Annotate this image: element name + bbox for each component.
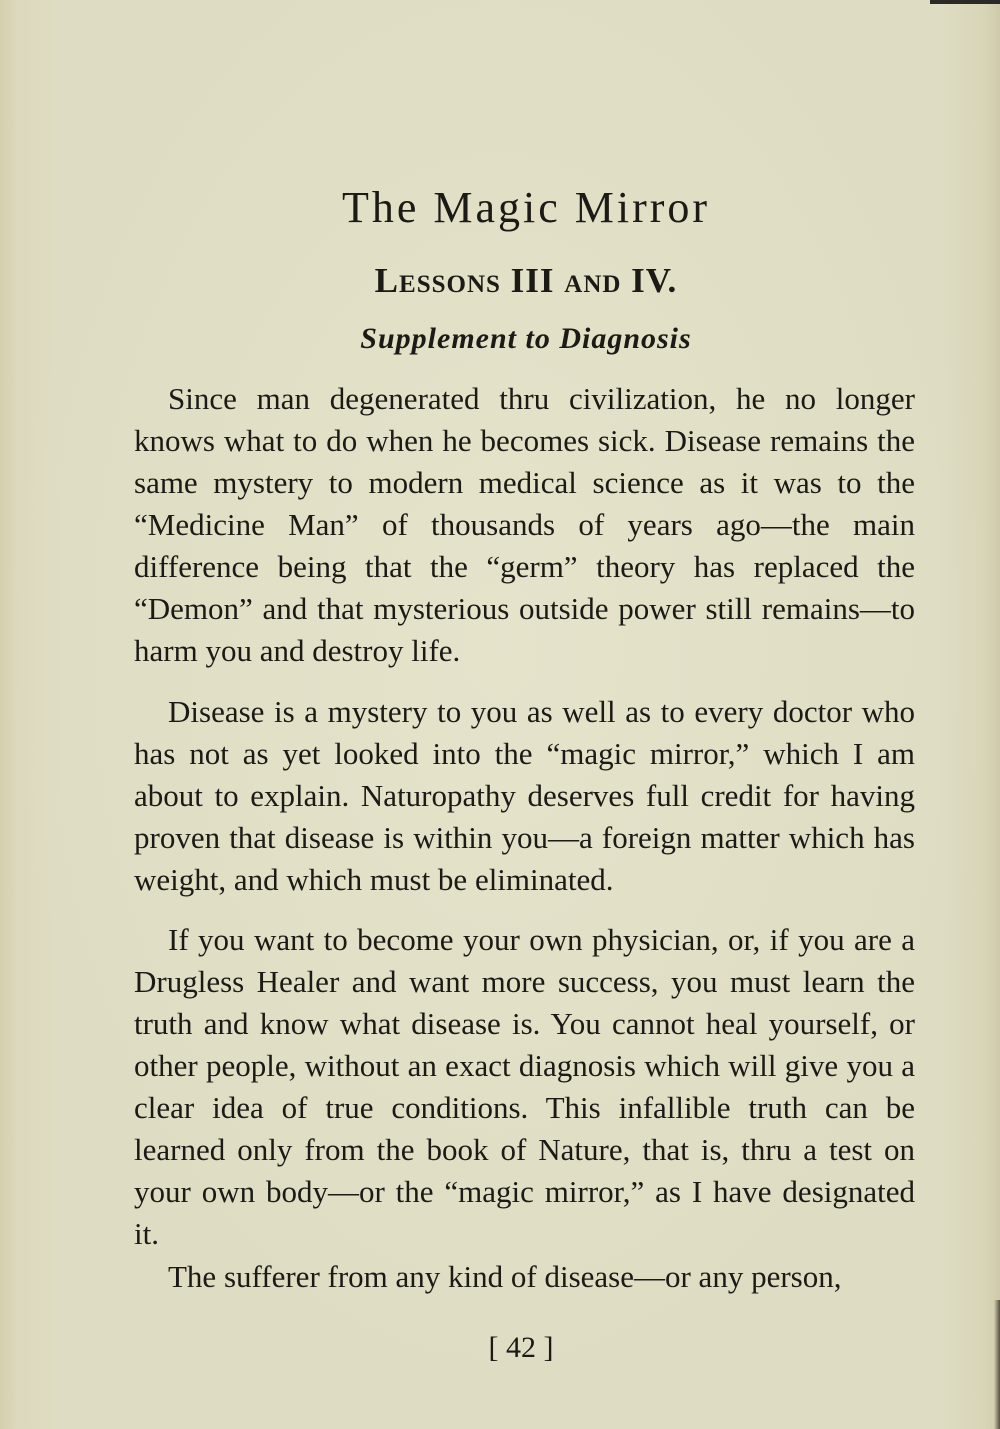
section-subtitle: Supplement to Diagnosis [360, 322, 692, 355]
paragraph: Since man degenerated thru civilization, he no longer knows what to do when he becomes sick. Disease remains the same mystery to modern medical science as it was to the “Medicine Man” of thousands of years ago—the main difference being that the “germ” theory has replaced the “Demon” and that mysterious outside power still remains—to harm you and destroy life. [134, 381, 915, 668]
chapter-title: The Magic Mirror [341, 183, 711, 232]
paragraph: Disease is a mystery to you as well as to every doctor who has not as yet looked into the “magic mirror,” which I am about to explain. Naturopathy deserves full credit for having proven that disease is within you—a foreign matter which has weight, and which must be eliminated. [134, 694, 915, 897]
paragraph: If you want to become your own physician, or, if you are a Drugless Healer and want more success, you must learn the truth and know what disease is. You cannot heal yourself, or other people, without an exact diagnosis which will give you a clear idea of true conditions. This infallible truth can be learned only from the book of Nature, that is, thru a test on your own body—or the “magic mirror,” as I have designated it. [134, 922, 915, 1251]
page-number: [ 42 ] [488, 1331, 554, 1364]
lessons-heading: Lessons III and IV. [374, 261, 678, 300]
page-edge-shadow [930, 0, 1000, 4]
paragraph: The sufferer from any kind of disease—or any person, [168, 1259, 842, 1294]
